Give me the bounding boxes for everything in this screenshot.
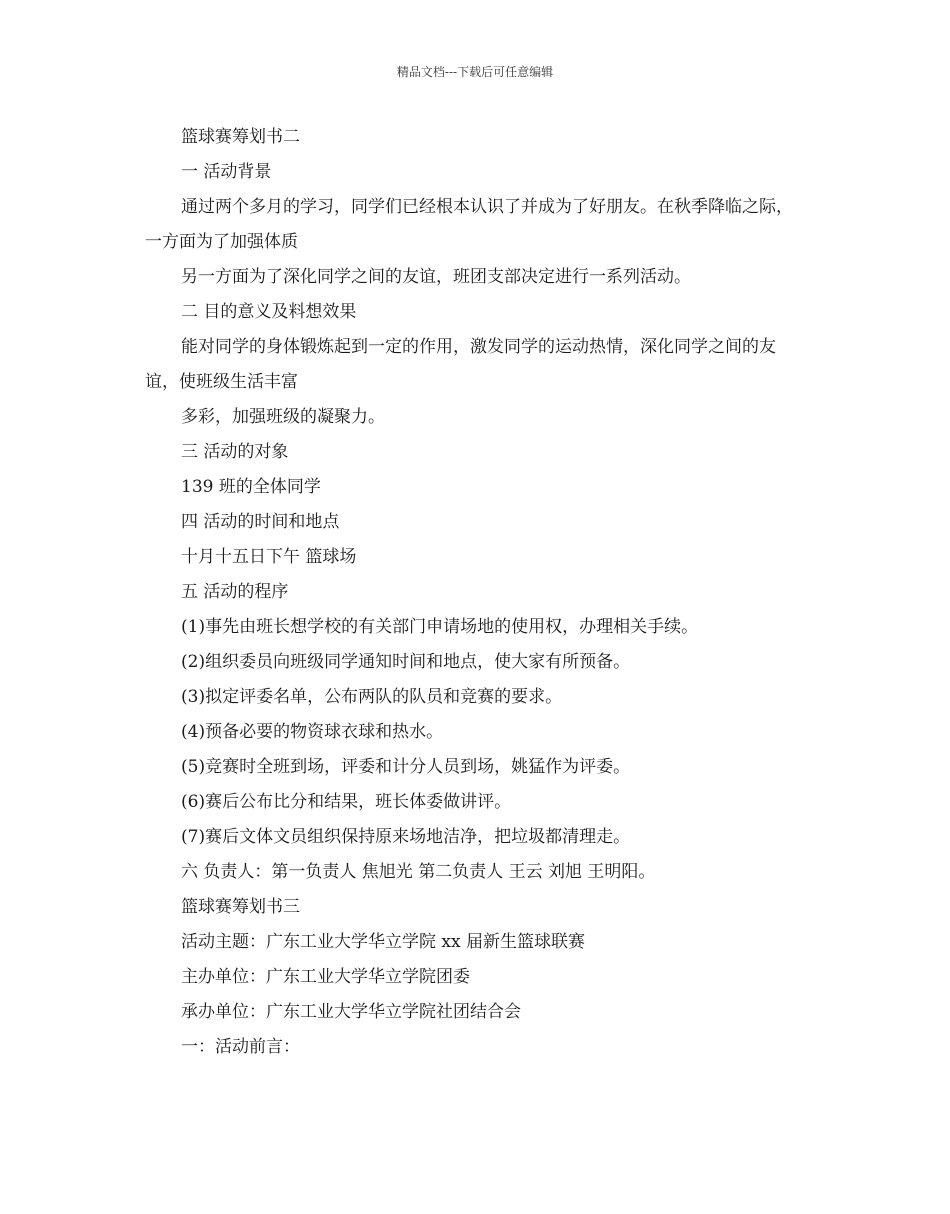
paragraph: 多彩，加强班级的凝聚力。 — [181, 407, 385, 427]
section-title: 篮球赛筹划书二 — [181, 127, 300, 147]
list-item: (5)竞赛时全班到场，评委和计分人员到场，姚猛作为评委。 — [181, 757, 631, 777]
heading: 一 活动背景 — [181, 162, 272, 182]
list-item: (4)预备必要的物资球衣球和热水。 — [181, 722, 444, 742]
heading: 三 活动的对象 — [181, 442, 289, 462]
heading: 四 活动的时间和地点 — [181, 512, 340, 532]
paragraph: 139 班的全体同学 — [181, 477, 321, 497]
heading: 二 目的意义及料想效果 — [181, 302, 357, 322]
list-item: (2)组织委员向班级同学通知时间和地点，使大家有所预备。 — [181, 652, 631, 672]
paragraph: 活动主题：广东工业大学华立学院 xx 届新生篮球联赛 — [181, 932, 585, 952]
list-item: (7)赛后文体文员组织保持原来场地洁净，把垃圾都清理走。 — [181, 827, 631, 847]
list-item: (1)事先由班长想学校的有关部门申请场地的使用权，办理相关手续。 — [181, 617, 699, 637]
paragraph: 另一方面为了深化同学之间的友谊，班团支部决定进行一系列活动。 — [181, 267, 691, 287]
page-header: 精品文档---下载后可任意编辑 — [396, 65, 554, 79]
paragraph: 十月十五日下午 篮球场 — [181, 547, 357, 567]
list-item: (3)拟定评委名单，公布两队的队员和竞赛的要求。 — [181, 687, 563, 707]
paragraph: 主办单位：广东工业大学华立学院团委 — [181, 967, 470, 987]
paragraph: 能对同学的身体锻炼起到一定的作用，激发同学的运动热情，深化同学之间的友谊，使班级生活丰富 — [145, 337, 776, 392]
list-item: (6)赛后公布比分和结果，班长体委做讲评。 — [181, 792, 512, 812]
heading: 一：活动前言： — [181, 1037, 300, 1057]
paragraph: 承办单位：广东工业大学华立学院社团结合会 — [181, 1002, 521, 1022]
heading: 五 活动的程序 — [181, 582, 289, 602]
paragraph: 通过两个多月的学习，同学们已经根本认识了并成为了好朋友。在秋季降临之际，一方面为了加强体质 — [145, 197, 793, 252]
section-title: 篮球赛筹划书三 — [181, 897, 300, 917]
heading: 六 负责人：第一负责人 焦旭光 第二负责人 王云 刘旭 王明阳。 — [181, 862, 656, 882]
document-body — [145, 120, 805, 1065]
